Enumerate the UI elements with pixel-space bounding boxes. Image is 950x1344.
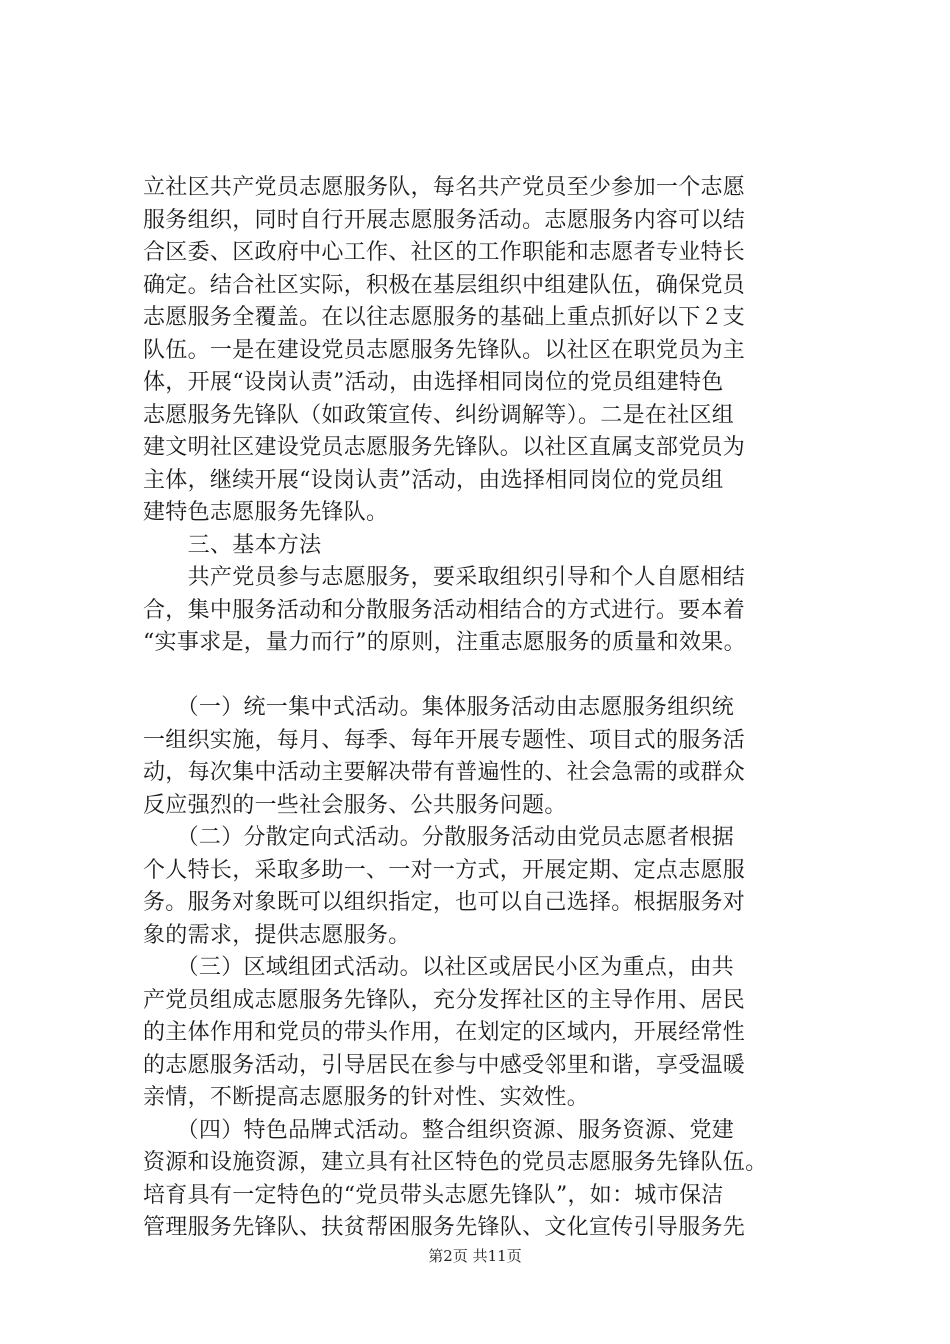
text-line: 志愿服务全覆盖。在以往志愿服务的基础上重点抓好以下２支 xyxy=(143,305,746,330)
text-line: 共产党员参与志愿服务，要采取组织引导和个人自愿相结 xyxy=(143,565,746,590)
page-footer: 第2页 共11页 xyxy=(428,1247,522,1265)
text-line: （三）区域组团式活动。以社区或居民小区为重点，由共 xyxy=(143,955,735,980)
body-section-2 xyxy=(143,692,843,1245)
text-line: 队伍。一是在建设党员志愿服务先锋队。以社区在职党员为主 xyxy=(143,337,746,363)
text-line: 志愿服务先锋队（如政策宣传、纠纷调解等）。二是在社区组 xyxy=(143,402,735,428)
text-line: 合区委、区政府中心工作、社区的工作职能和志愿者专业特长 xyxy=(143,240,746,265)
body-section-1 xyxy=(143,172,843,660)
text-line: 动，每次集中活动主要解决带有普遍性的、社会急需的或群众 xyxy=(143,760,746,785)
text-line: 的主体作用和党员的带头作用，在划定的区域内，开展经常性 xyxy=(143,1020,746,1045)
text-line: （一）统一集中式活动。集体服务活动由志愿服务组织统 xyxy=(143,695,735,720)
text-line: 亲情，不断提高志愿服务的针对性、实效性。 xyxy=(143,1085,590,1110)
text-line: 合，集中服务活动和分散服务活动相结合的方式进行。要本着 xyxy=(143,597,746,623)
text-line: “实事求是，量力而行”的原则，注重志愿服务的质量和效果。 xyxy=(143,630,746,655)
text-line: 确定。结合社区实际，积极在基层组织中组建队伍，确保党员 xyxy=(143,272,746,298)
text-line: 立社区共产党员志愿服务队，每名共产党员至少参加一个志愿 xyxy=(143,175,746,200)
text-line: 管理服务先锋队、扶贫帮困服务先锋队、文化宣传引导服务先 xyxy=(143,1215,746,1240)
text-line: 务。服务对象既可以组织指定，也可以自己选择。根据服务对 xyxy=(143,890,746,915)
text-line: 三、基本方法 xyxy=(143,532,322,558)
text-line: 产党员组成志愿服务先锋队，充分发挥社区的主导作用、居民 xyxy=(143,987,746,1013)
text-line: 象的需求，提供志愿服务。 xyxy=(143,922,411,948)
text-line: 个人特长，采取多助一、一对一方式，开展定期、定点志愿服 xyxy=(143,857,746,883)
document-body xyxy=(143,172,843,1245)
text-line: 培育具有一定特色的“党员带头志愿先锋队”，如：城市保洁 xyxy=(143,1182,724,1208)
text-line: 建文明社区建设党员志愿服务先锋队。以社区直属支部党员为 xyxy=(143,435,746,460)
text-line: 服务组织，同时自行开展志愿服务活动。志愿服务内容可以结 xyxy=(143,207,746,233)
text-line: 体，开展“设岗认责”活动，由选择相同岗位的党员组建特色 xyxy=(143,370,724,395)
text-line: 反应强烈的一些社会服务、公共服务问题。 xyxy=(143,792,567,818)
text-line: 建特色志愿服务先锋队。 xyxy=(143,500,389,525)
text-line: 的志愿服务活动，引导居民在参与中感受邻里和谐，享受温暖 xyxy=(143,1052,746,1078)
paragraph-gap xyxy=(143,660,843,693)
text-line: （二）分散定向式活动。分散服务活动由党员志愿者根据 xyxy=(143,825,735,850)
text-line: （四）特色品牌式活动。整合组织资源、服务资源、党建 xyxy=(143,1117,735,1143)
text-line: 一组织实施，每月、每季、每年开展专题性、项目式的服务活 xyxy=(143,727,746,753)
text-line: 资源和设施资源，建立具有社区特色的党员志愿服务先锋队伍。 xyxy=(143,1150,768,1175)
text-line: 主体，继续开展“设岗认责”活动，由选择相同岗位的党员组 xyxy=(143,467,724,493)
